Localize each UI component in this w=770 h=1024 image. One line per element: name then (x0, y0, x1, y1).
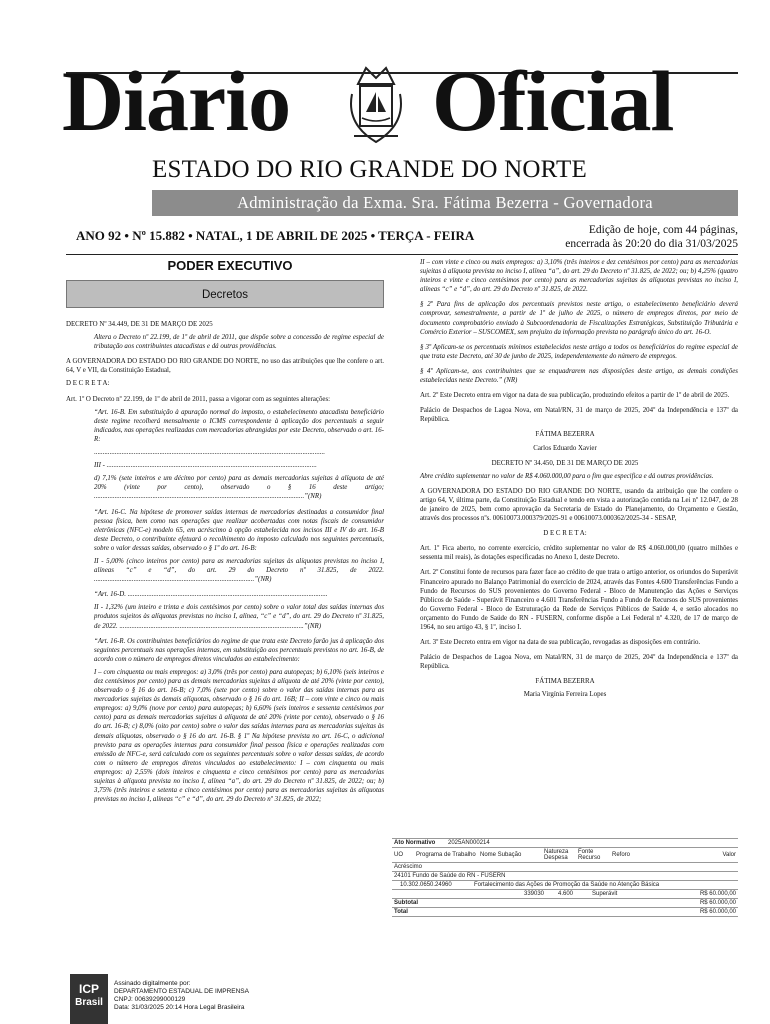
state-name: ESTADO DO RIO GRANDE DO NORTE (152, 156, 587, 183)
signature-line: Data: 31/03/2025 20:14 Hora Legal Brasileira (114, 1004, 245, 1011)
table-cell: Programa de Trabalho (416, 852, 476, 858)
issue-line: ANO 92 • Nº 15.882 • NATAL, 1 DE ABRIL DE 2025 • TERÇA - FEIRA (76, 228, 475, 243)
paragraph: DECRETO Nº 34.449, DE 31 DE MARÇO DE 2025 (66, 321, 213, 328)
table-row (392, 908, 738, 917)
right-column (392, 258, 738, 704)
paragraph: § 2º Para fins de aplicação dos percentuais previstos neste artigo, o estabelecimento beneficiário deverá comprovar, semestralmente, a partir de 1º de julho de 2025, o número de empregos diretos, por meio de documento comprobatório enviado à Subcoordenadoria de Fiscalizações Estratégicas, Substituição Tributária e Comércio Exterior – SUSCOMEX, sem prejuízo da informação prevista no parágrafo único do art. 16-O. (420, 301, 738, 336)
table-cell: 2025AN000214 (448, 840, 490, 846)
paragraph: “Art. 16-D. .................................................................................................................... (94, 591, 328, 599)
paragraph: Art. 1º O Decreto nº 22.199, de 1º de abril de 2011, passa a vigorar com as seguintes alterações: (66, 395, 331, 403)
table-cell: Ato Normativo (394, 840, 436, 846)
table-row (392, 899, 738, 908)
paragraph: III - .......................................................................................................................... (94, 462, 317, 470)
table-cell: Valor (722, 852, 736, 858)
signature-block (114, 980, 249, 1012)
paragraph: Art. 1º Fica aberto, no corrente exercício, crédito suplementar no valor de R$ 4.060.000,00 (quatro milhões e sessenta mil reais), às dotações especificadas no Anexo I, deste Decreto. (420, 545, 738, 562)
paragraph: Maria Virgínia Ferreira Lopes (523, 691, 607, 699)
paragraph: II - 5,00% (cinco inteiros por cento) para as mercadorias sujeitas às alíquotas previstas no inciso I, alíneas “c” e “d”, do art. 29 do Decreto nº 31.825, de 2022. .............................................................................................”(NR) (94, 557, 384, 584)
table-cell: Nome Subação (480, 852, 522, 858)
table-cell: 24101 Fundo de Saúde do RN - FUSERN (394, 873, 506, 879)
paragraph: II – com vinte e cinco ou mais empregos: a) 3,10% (três inteiros e dez centésimos por cento) para as mercadorias sujeitas à alíquota prevista no inciso I, alínea “a”, do art. 29 do Decreto nº 31.825, de 2022; ou; b) 4,25% (quatro inteiros e vinte e cinco centésimos por cento) para as mercadorias sujeitas às alíquotas previstas no inciso I, alíneas “c” e “d”, do art. 29 do Decreto nº 31.825, de 2022. (420, 259, 738, 294)
paragraph: D E C R E T A: (66, 380, 110, 388)
table-cell: Fortalecimento das Ações de Promoção da Saúde no Atenção Básica (474, 882, 660, 888)
table-row (392, 848, 738, 863)
table-row (392, 863, 738, 872)
table-cell: 4.600 (558, 891, 574, 897)
edition-line-1: Edição de hoje, com 44 páginas, (588, 224, 738, 236)
paragraph: § 3º Aplicam-se os percentuais mínimos estabelecidos neste artigo a todos os beneficiários do regime especial de que trata este Decreto, até 30 de junho de 2025, independentemente do número de empregos. (420, 343, 738, 360)
paragraph: FÁTIMA BEZERRA (535, 431, 595, 439)
masthead-title-left: Diário (62, 53, 291, 149)
paragraph: D E C R E T A: (543, 530, 587, 538)
paragraph: Altera o Decreto nº 22.199, de 1º de abril de 2011, que dispõe sobre a concessão de regime especial de tributação aos contribuintes atacadistas e dá outras providências. (94, 334, 384, 351)
table-cell: Subtotal (394, 900, 418, 906)
paragraph: Carlos Eduardo Xavier (533, 444, 597, 452)
paragraph: “Art. 16-R. Os contribuintes beneficiários do regime de que trata este Decreto farão jus à aplicação dos seguintes percentuais nas operações internas, em substituição aos percentuais previstos no art. 16-B, de acordo com o número de empregos diretos vinculados ao estabelecimento: (94, 637, 384, 663)
table-cell: Superávit (592, 891, 618, 897)
edition-line-2: encerrada às 20:20 do dia 31/03/2025 (565, 238, 738, 250)
table-cell: UO (394, 852, 403, 858)
icp-logo-text: ICP (78, 982, 99, 996)
paragraph: A GOVERNADORA DO ESTADO DO RIO GRANDE DO NORTE, no uso das atribuições que lhe confere o art. 64, V e VII, da Constituição Estadual, (66, 358, 384, 375)
table-cell: Total (394, 909, 408, 915)
header-divider (66, 254, 738, 255)
table-row (392, 881, 738, 890)
paragraph: § 4º Aplicam-se, aos contribuintes que se enquadrarem nas disposições deste artigo, as demais condições estabelecidas neste Decreto.” (NR) (420, 367, 738, 385)
edition-note (540, 223, 738, 251)
paragraph: “Art. 16-C. Na hipótese de promover saídas internas de mercadorias destinadas a consumidor final pessoa física, bem como nas operações que realizar acobertadas com notas fiscais de consumidor eletrônicas (NFC-e) modelo 65, em acréscimo à opção estabelecida nos incisos III e IV do art. 16-B deste Decreto, o contribuinte efetuará o recolhimento do imposto calculado nos seguintes percentuais, sobre o valor dessas saídas, observado o § 1º do art. 16-B: (94, 508, 384, 552)
paragraph: Art. 2º Constitui fonte de recursos para fazer face ao crédito de que trata o artigo anterior, os oriundos do Superávit Financeiro apurado no Balanço Patrimonial do exercício de 2024, através das Fontes 4.600 Transferências Fundo a Fundo de Recursos do SUS provenientes do Governo Federal - Bloco de Manutenção das Ações e Serviços Públicos de Saúde - Superávit Financeiro e 4.601 Transferências Fundo a Fundo de Recursos do SUS provenientes do Governo Federal - Bloco de Estruturação da Rede de Serviços Públicos de Saúde 4, e serão alocados no orçamento do Fundo de Saúde do RN - FUSERN, conforme dispõe a Lei Federal nº 4.320, de 17 de março de 1964, no seu artigo 43, § 1º, inciso I. (420, 569, 738, 631)
subsection-box: Decretos (66, 280, 384, 308)
table-row (392, 872, 738, 881)
state-coat-of-arms-icon (344, 64, 408, 150)
paragraph: II - 1,32% (um inteiro e trinta e dois centésimos por cento) sobre o valor total das saídas internas dos produtos sujeitos às alíquotas previstas no inciso I, alínea, “c” e “d”, do art. 29 do Decreto nº 31.825, de 2022. ...........................................................................................................”(NR) (94, 604, 384, 630)
paragraph: FÁTIMA BEZERRA (535, 678, 595, 686)
table-cell: R$ 60.000,00 (699, 909, 736, 915)
paragraph: I – com cinquenta ou mais empregos: a) 3,0% (três por cento) para autopeças; b) 6,10% (seis inteiros e dez centésimos por cento) para as demais mercadorias sujeitas à alíquota de até 20% (vinte por cento), observado o § 16 do art. 16-B; c) 7,0% (sete por cento) sobre o valor das saídas internas para as mercadorias sujeitas às demais alíquotas, observado o § 16 do art. 16B; II – com vinte e cinco ou mais empregos: a) 9,0% (nove por cento) para autopeças; b) 6,60% (seis inteiros e sessenta centésimos por cento) para as demais mercadorias sujeitas à alíquota de até 20% (vinte por cento), observado o § 16 do art. 16-B; c) 8,0% (oito por cento) sobre o valor das saídas internas para as mercadorias sujeitas às demais alíquotas, observado o § 16 do art. 16-B. § 1º Na hipótese prevista no art. 16-C, o adicional previsto para as operações internas para consumidor final pessoa física e operações realizadas com emissão de NFC-e, será calculado com os seguintes percentuais sobre o valor dessas saídas, de acordo com o número de empregos diretos vinculados ao estabelecimento: I – com cinquenta ou mais empregos: a) 2,55% (dois inteiros e cinquenta e cinco centésimos por cento) para as mercadorias sujeitas à alíquota prevista no inciso I, alínea “a”, do art. 29 do Decreto nº 31.825, de 2022; ou; b) 3,75% (três inteiros e setenta e cinco centésimos por cento) para as mercadorias sujeitas às alíquotas previstas no inciso I, alíneas “c” e “d”, do art. 29 do Decreto nº 31.825, de 2022; (94, 668, 384, 804)
budget-table (392, 838, 738, 917)
table-row (392, 838, 738, 848)
table-cell: Natureza Despesa (544, 849, 569, 861)
paragraph: ...................................................................................................................................... (94, 449, 325, 457)
paragraph: Art. 2º Este Decreto entra em vigor na data de sua publicação, produzindo efeitos a partir de 1º de abril de 2025. (420, 392, 730, 400)
signature-line: Assinado digitalmente por: (114, 980, 191, 987)
paragraph: Art. 3º Este Decreto entra em vigor na data de sua publicação, revogadas as disposições em contrário. (420, 639, 701, 647)
table-cell: Acréscimo (394, 864, 423, 870)
masthead-title-right: Oficial (432, 53, 674, 149)
administration-banner: Administração da Exma. Sra. Fátima Bezerra - Governadora (152, 190, 738, 216)
paragraph: “Art. 16-B. Em substituição à apuração normal do imposto, o estabelecimento atacadista beneficiário deste regime recolherá mensalmente o ICMS correspondente à aplicação dos percentuais a seguir indicados, nas operações realizadas com mercadorias abrangidas por este Decreto, observado o art. 16-R: (94, 408, 384, 443)
table-cell: Reforo (612, 852, 631, 858)
table-cell: R$ 60.000,00 (699, 891, 736, 897)
icp-logo-text: Brasil (75, 997, 103, 1008)
signature-line: CNPJ: 00639299000129 (114, 996, 186, 1003)
paragraph: DECRETO Nº 34.450, DE 31 DE MARÇO DE 2025 (491, 459, 639, 467)
table-cell: Fonte Recurso (578, 849, 601, 861)
icp-brasil-logo (70, 974, 108, 1024)
paragraph: Palácio de Despachos de Lagoa Nova, em Natal/RN, 31 de março de 2025, 204º da Independência e 137º da República. (420, 654, 738, 671)
table-cell: 339030 (524, 891, 545, 897)
signature-line: DEPARTAMENTO ESTADUAL DE IMPRENSA (114, 988, 249, 995)
digital-signature (66, 968, 384, 1024)
table-cell: R$ 60.000,00 (699, 900, 736, 906)
paragraph: Palácio de Despachos de Lagoa Nova, em Natal/RN, 31 de março de 2025, 204º da Independência e 137º da República. (420, 407, 738, 424)
paragraph: A GOVERNADORA DO ESTADO DO RIO GRANDE DO NORTE, usando da atribuição que lhe confere o artigo 64, V, última parte, da Constituição Estadual e tendo em vista a autorização contida na Lei nº 12.047, de 28 de janeiro de 2025, bem como aprovação da Secretaria de Estado do Planejamento, do Orçamento e Gestão, através dos processos nºs. 00610073.000379/2025-91 e 00610073.000362/2025-34 - SESAP, (420, 487, 738, 523)
left-column (66, 320, 384, 808)
section-title: PODER EXECUTIVO (167, 258, 293, 273)
table-cell: 10.302.0650.24960 (400, 882, 452, 888)
paragraph: d) 7,1% (sete inteiros e um décimo por cento) para as demais mercadorias sujeitas à alíquota de até 20% (vinte por cento), observado o § 16 deste artigo; ..........................................................................................................................”(NR) (94, 475, 384, 501)
table-row (392, 890, 738, 899)
paragraph: Abre crédito suplementar no valor de R$ 4.060.000,00 para o fim que especifica e dá outras providências. (420, 472, 714, 480)
